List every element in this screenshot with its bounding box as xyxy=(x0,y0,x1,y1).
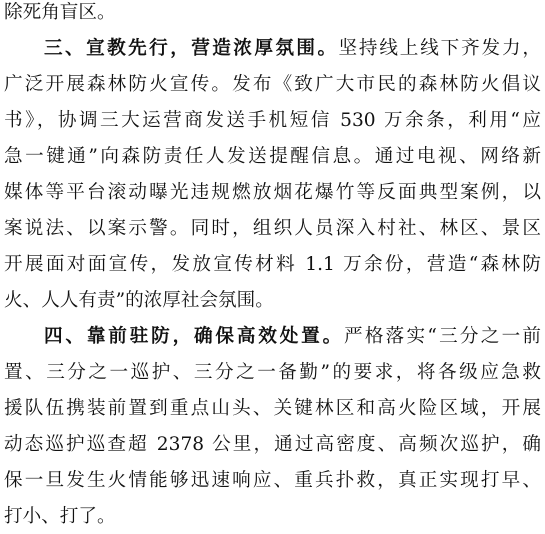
section4-line: 置、三分之一巡护、三分之一备勤”的要求，将各级应急救 xyxy=(4,362,541,383)
paragraph-fragment-line xyxy=(4,0,541,26)
section4-line: 动态巡护巡查超 2378 公里，通过高密度、高频次巡护，确 xyxy=(4,434,541,455)
section3-first-line-text: 坚持线上线下齐发力， xyxy=(338,38,541,59)
section3-line: 媒体等平台滚动曝光违规燃放烟花爆竹等反面典型案例，以 xyxy=(4,182,541,203)
section4-first-line xyxy=(44,324,541,350)
section4-line: 保一旦发生火情能够迅速响应、重兵扑救，真正实现打早、 xyxy=(4,470,541,491)
section4-heading: 四、靠前驻防，确保高效处置。 xyxy=(44,326,345,347)
section3-line: 急一键通”向森防责任人发送提醒信息。通过电视、网络新 xyxy=(4,146,541,167)
section4-first-line-text: 严格落实“三分之一前 xyxy=(344,326,541,347)
section3-line: 案说法、以案示警。同时，组织人员深入村社、林区、景区 xyxy=(4,218,541,239)
section3-first-line xyxy=(44,36,541,62)
section3-line: 书》，协调三大运营商发送手机短信 530 万余条，利用“应 xyxy=(4,110,541,131)
section3-line: 广泛开展森林防火宣传。发布《致广大市民的森林防火倡议 xyxy=(4,74,541,95)
section3-line-last: 火、人人有责”的浓厚社会氛围。 xyxy=(4,290,274,311)
fragment-text: 除死角盲区。 xyxy=(4,2,116,23)
section4-line-last: 打小、打了。 xyxy=(4,506,116,527)
section3-heading: 三、宣教先行，营造浓厚氛围。 xyxy=(44,38,339,59)
section4-line: 援队伍携装前置到重点山头、关键林区和高火险区域，开展 xyxy=(4,398,541,419)
section3-line: 开展面对面宣传，发放宣传材料 1.1 万余份，营造“森林防 xyxy=(4,254,541,275)
